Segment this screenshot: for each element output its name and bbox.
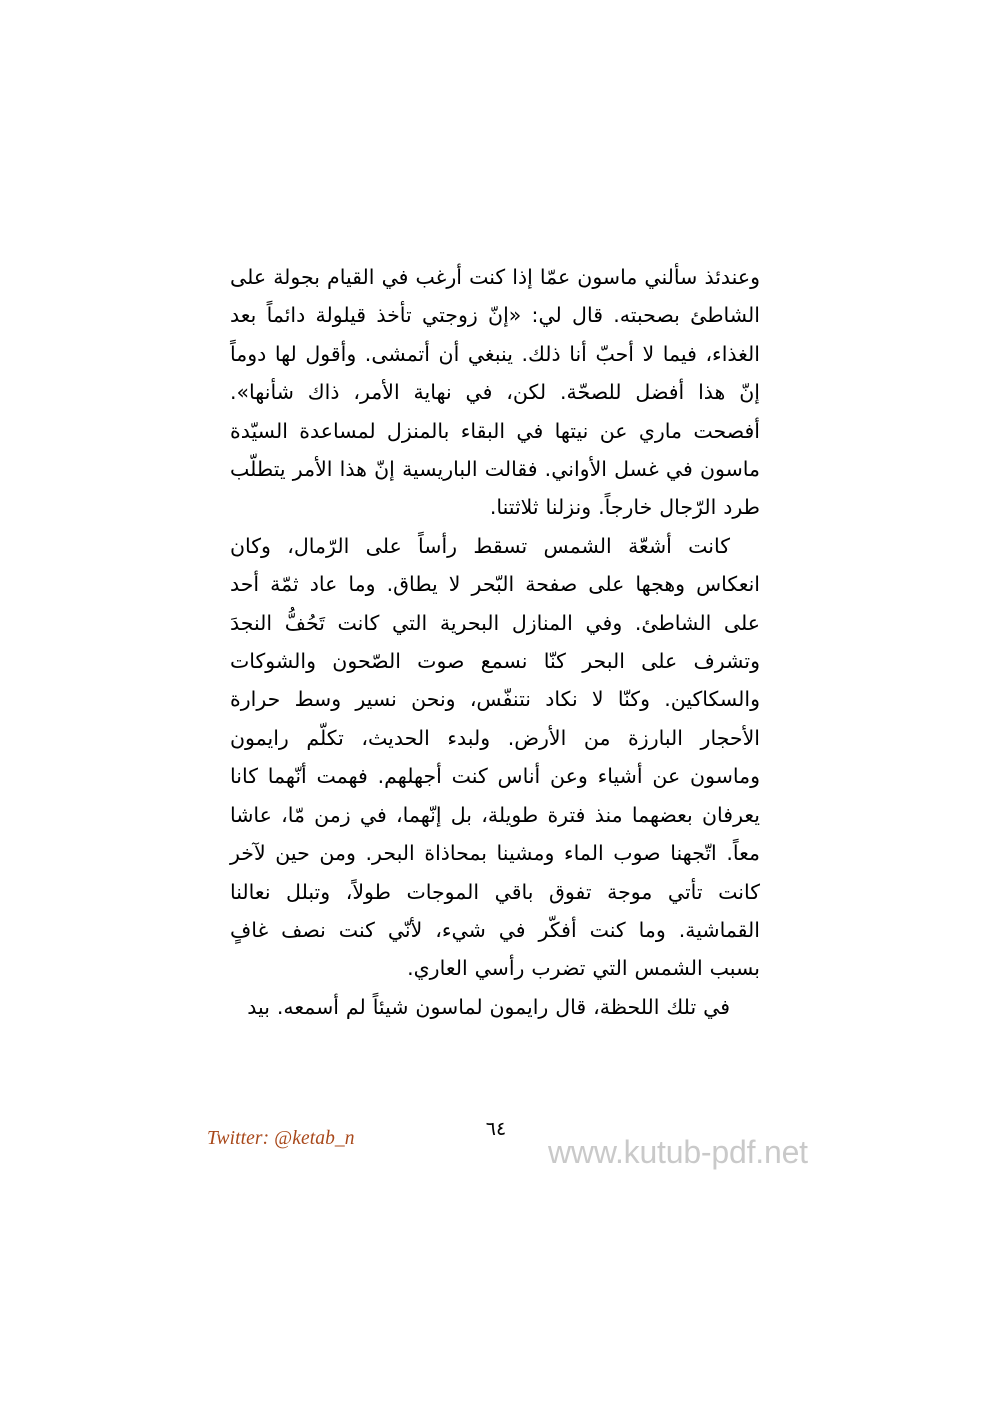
page-number: ٦٤ xyxy=(485,1118,507,1140)
site-watermark: www.kutub-pdf.net xyxy=(548,1134,808,1170)
page-text-column xyxy=(230,258,760,1026)
body-paragraph: وعندئذ سألني ماسون عمّا إذا كنت أرغب في القيام بجولة على الشاطئ بصحبته. قال لي: «إنّ زوجتي تأخذ قيلولة دائماً بعد الغذاء، فيما لا أحبّ أنا ذلك. ينبغي أن أتمشى. وأقول لها دوماً إنّ هذا أفضل للصحّة. لكن، في نهاية الأمر، ذاك شأنها». أفصحت ماري عن نيتها في البقاء بالمنزل لمساعدة السيّدة ماسون في غسل الأواني. فقالت الباريسية إنّ هذا الأمر يتطلّب طرد الرّجال خارجاً. ونزلنا ثلاثتنا. xyxy=(230,265,760,520)
body-paragraph: في تلك اللحظة، قال رايمون لماسون شيئاً لم أسمعه. بيد xyxy=(247,994,730,1019)
twitter-handle-label: Twitter: @ketab_n xyxy=(207,1128,355,1149)
body-paragraph: كانت أشعّة الشمس تسقط رأساً على الرّمال، وكان انعكاس وهجها على صفحة البّحر لا يطاق. وما عاد ثمّة أحد على الشاطئ. وفي المنازل البحرية التي كانت تَحُفُّ النجدَ وتشرف على البحر كنّا نسمع صوت الصّحون والشوكات والسكاكين. وكنّا لا نكاد نتنفّس، ونحن نسير وسط حرارة الأحجار البارزة من الأرض. ولبدء الحديث، تكلّم رايمون وماسون عن أشياء وعن أناس كنت أجهلهم. فهمت أنّهما كانا يعرفان بعضهما منذ فترة طويلة، بل إنّهما، في زمن مّا، عاشا معاً. اتّجهنا صوب الماء ومشينا بمحاذاة البحر. ومن حين لآخر كانت تأتي موجة تفوق باقي الموجات طولاً، وتبلل نعالنا القماشية. وما كنت أفكّر في شيء، لأنّي كنت نصف غافٍ بسبب الشمس التي تضرب رأسي العاري. xyxy=(230,533,760,981)
page-footer xyxy=(0,1118,992,1188)
